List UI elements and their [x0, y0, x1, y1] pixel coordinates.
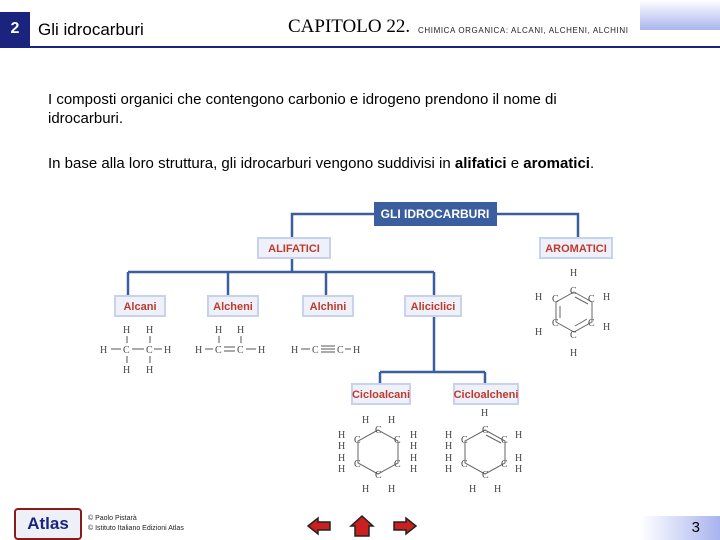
atlas-logo: Atlas [14, 508, 82, 540]
svg-text:C: C [215, 345, 222, 356]
svg-text:H: H [570, 268, 578, 279]
cicloalcani-label: Cicloalcani [351, 389, 411, 401]
header-divider [0, 46, 720, 48]
svg-text:C: C [461, 435, 468, 446]
svg-text:H: H [535, 292, 543, 303]
svg-text:H: H [445, 464, 453, 475]
chapter-subtitle: CHIMICA ORGANICA: ALCANI, ALCHENI, ALCHINI [418, 26, 629, 35]
page-number-box [640, 516, 720, 540]
ethane-structure [100, 325, 171, 376]
aliphatic-label: ALIFATICI [268, 243, 320, 255]
svg-text:H: H [100, 345, 108, 356]
alchini-label: Alchini [309, 301, 347, 313]
svg-text:H: H [338, 464, 346, 475]
chapter-title: CAPITOLO 22. [288, 16, 411, 37]
ethyne-structure [291, 345, 360, 356]
svg-text:H: H [445, 453, 453, 464]
svg-text:C: C [375, 425, 382, 436]
intro-line-2: idrocarburi. [48, 110, 124, 127]
svg-text:H: H [410, 453, 418, 464]
svg-text:H: H [258, 345, 266, 356]
svg-text:C: C [394, 435, 401, 446]
svg-text:H: H [362, 484, 370, 495]
copyright-publisher: © Istituto Italiano Edizioni Atlas [88, 525, 184, 532]
svg-text:C: C [552, 318, 559, 329]
svg-text:H: H [445, 430, 453, 441]
intro-paragraph [48, 90, 648, 128]
svg-text:H: H [410, 430, 418, 441]
svg-text:H: H [362, 415, 370, 426]
section-title: Gli idrocarburi [38, 20, 144, 39]
svg-text:H: H [195, 345, 203, 356]
svg-text:H: H [603, 292, 611, 303]
aliciclici-label: Aliciclici [410, 301, 456, 313]
svg-text:H: H [515, 453, 523, 464]
root-label: GLI IDROCARBURI [380, 207, 490, 221]
svg-text:C: C [501, 435, 508, 446]
svg-text:C: C [501, 459, 508, 470]
classification-text: In base alla loro struttura, gli idrocarburi vengono suddivisi in [48, 155, 455, 172]
svg-text:H: H [410, 464, 418, 475]
svg-text:H: H [535, 327, 543, 338]
svg-text:H: H [338, 441, 346, 452]
cicloalcheni-label: Cicloalcheni [453, 389, 519, 401]
svg-text:H: H [338, 453, 346, 464]
svg-text:H: H [215, 325, 223, 336]
term-alifatici: alifatici [454, 155, 507, 172]
svg-text:H: H [146, 325, 154, 336]
svg-text:C: C [552, 294, 559, 305]
svg-text:H: H [410, 441, 418, 452]
svg-text:C: C [337, 345, 344, 356]
svg-text:H: H [445, 441, 453, 452]
cyclohexane-structure [338, 415, 417, 495]
svg-text:H: H [388, 484, 396, 495]
svg-text:H: H [515, 430, 523, 441]
copyright-author: © Paolo Pistarà [88, 515, 137, 522]
svg-text:H: H [481, 408, 489, 419]
header-gradient [640, 0, 720, 30]
svg-text:H: H [570, 348, 578, 359]
svg-text:H: H [123, 325, 131, 336]
term-aromatici: aromatici [523, 155, 590, 172]
svg-text:C: C [123, 345, 130, 356]
svg-text:H: H [164, 345, 172, 356]
svg-text:C: C [570, 330, 577, 341]
alcheni-label: Alcheni [213, 301, 253, 313]
svg-text:H: H [146, 365, 154, 376]
section-number: 2 [0, 12, 30, 46]
svg-text:H: H [603, 322, 611, 333]
svg-text:C: C [461, 459, 468, 470]
classification-conj: e [506, 155, 524, 172]
svg-text:H: H [494, 484, 502, 495]
ethene-structure [195, 325, 265, 356]
svg-text:C: C [354, 435, 361, 446]
intro-line-1: I composti organici che contengono carbonio e idrogeno prendono il nome di [48, 91, 557, 108]
home-icon[interactable] [349, 514, 375, 538]
svg-text:H: H [237, 325, 245, 336]
svg-text:H: H [515, 464, 523, 475]
classification-paragraph [48, 154, 688, 173]
svg-text:C: C [237, 345, 244, 356]
hydrocarbon-tree-diagram [0, 190, 720, 510]
footer-copyright [88, 514, 184, 534]
cyclohexene-structure [445, 408, 522, 495]
classification-end: . [589, 155, 595, 172]
svg-text:C: C [394, 459, 401, 470]
page-number: 3 [691, 519, 700, 536]
svg-text:C: C [588, 294, 595, 305]
svg-text:C: C [354, 459, 361, 470]
svg-text:H: H [123, 365, 131, 376]
svg-text:C: C [312, 345, 319, 356]
next-arrow-icon[interactable] [392, 516, 418, 536]
benzene-structure [535, 268, 610, 359]
aromatic-label: AROMATICI [545, 243, 607, 255]
alcani-label: Alcani [123, 301, 157, 313]
svg-text:C: C [146, 345, 153, 356]
svg-text:C: C [482, 425, 489, 436]
svg-text:C: C [482, 470, 489, 481]
svg-text:C: C [570, 286, 577, 297]
svg-text:C: C [375, 470, 382, 481]
svg-text:H: H [353, 345, 361, 356]
svg-text:H: H [291, 345, 299, 356]
svg-text:H: H [469, 484, 477, 495]
svg-text:C: C [588, 318, 595, 329]
svg-text:H: H [388, 415, 396, 426]
svg-text:H: H [338, 430, 346, 441]
prev-arrow-icon[interactable] [306, 516, 332, 536]
